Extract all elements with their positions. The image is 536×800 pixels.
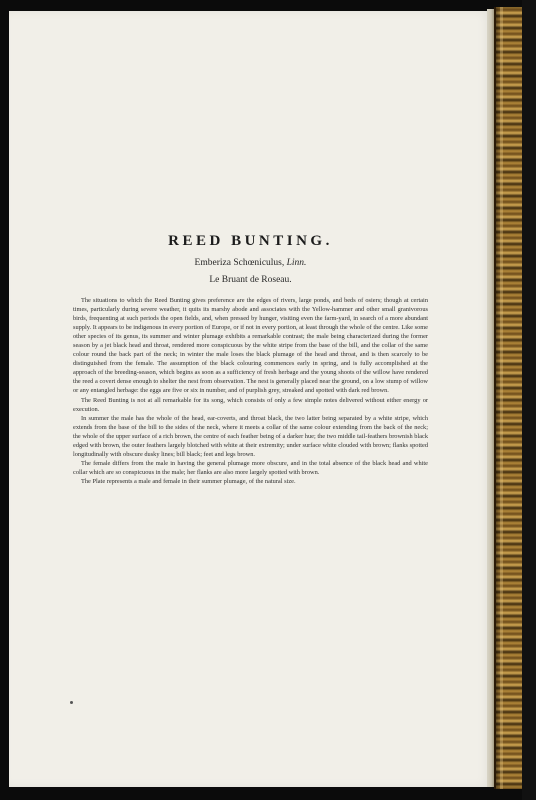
article-body	[73, 296, 428, 486]
latin-authority: Linn.	[286, 258, 307, 268]
paragraph-habitat: The situations to which the Reed Bunting gives preference are the edges of rivers, large ponds, and beds of osiers; though at certain times, particularly during severe weather, it quits its marshy abode and associates with the Yellow-hammer and other small granivorous birds, frequenting at such periods the open fields, and, when pressed by hunger, visiting even the farm-yard, in search of a more abundant supply. It appears to be indigenous in every portion of Europe, or if not in every portion, at least through the whole of the centre. Like some other species of its genus, its summer and winter plumage exhibits a remarkable contrast; the male being characterized during the former season by a jet black head and throat, rendered more conspicuous by the white stripe from the base of the bill, and the collar of the same colour round the back part of the neck; in winter the male loses the black plumage of the head and throat, and is then scarcely to be distinguished from the female. The assumption of the black colouring commences early in spring, and is fully accomplished at the approach of the breeding-season, which begins as soon as a sufficiency of fresh herbage and the young shoots of the willow have rendered the reed a covert dense enough to shelter the nest from observation. The nest is generally placed near the ground, on a low stump of willow or any entangled herbage: the eggs are five or six in number, and of purplish grey, streaked and spotted with dark red brown.	[73, 297, 428, 395]
french-name: Le Bruant de Roseau.	[209, 275, 292, 285]
page-blemish	[70, 701, 73, 704]
background-strip	[522, 0, 536, 800]
paragraph-song: The Reed Bunting is not at all remarkable for its song, which consists of only a few simple notes delivered without either energy or execution.	[73, 396, 428, 413]
paragraph-female: The female differs from the male in having the general plumage more obscure, and in the total absence of the black head and white collar which are so conspicuous in the male; her flanks are also more largely spotted with brown.	[73, 459, 428, 476]
page-stack-edge	[487, 9, 494, 787]
paragraph-male-plumage: In summer the male has the whole of the head, ear-coverts, and throat black, the two latter being separated by a white stripe, which extends from the base of the bill to the sides of the neck, where it meets a collar of the same colour extending from the back of the neck; the whole of the upper surface of a rich brown, the centre of each feather being of a darker hue; the two middle tail-feathers brownish black edged with brown, the outer feathers largely blotched with white at their extremity; under surface white clouded with brown; flanks spotted longitudinally with obscure dusky lines; bill black; feet and legs brown.	[73, 414, 428, 458]
book-page	[9, 11, 492, 787]
latin-name-line	[9, 258, 492, 268]
gilt-book-edge	[494, 7, 524, 789]
page-title: REED BUNTING.	[168, 233, 333, 249]
paragraph-plate: The Plate represents a male and female in their summer plumage, of the natural size.	[81, 477, 296, 485]
latin-name: Emberiza Schœniculus,	[194, 258, 285, 268]
